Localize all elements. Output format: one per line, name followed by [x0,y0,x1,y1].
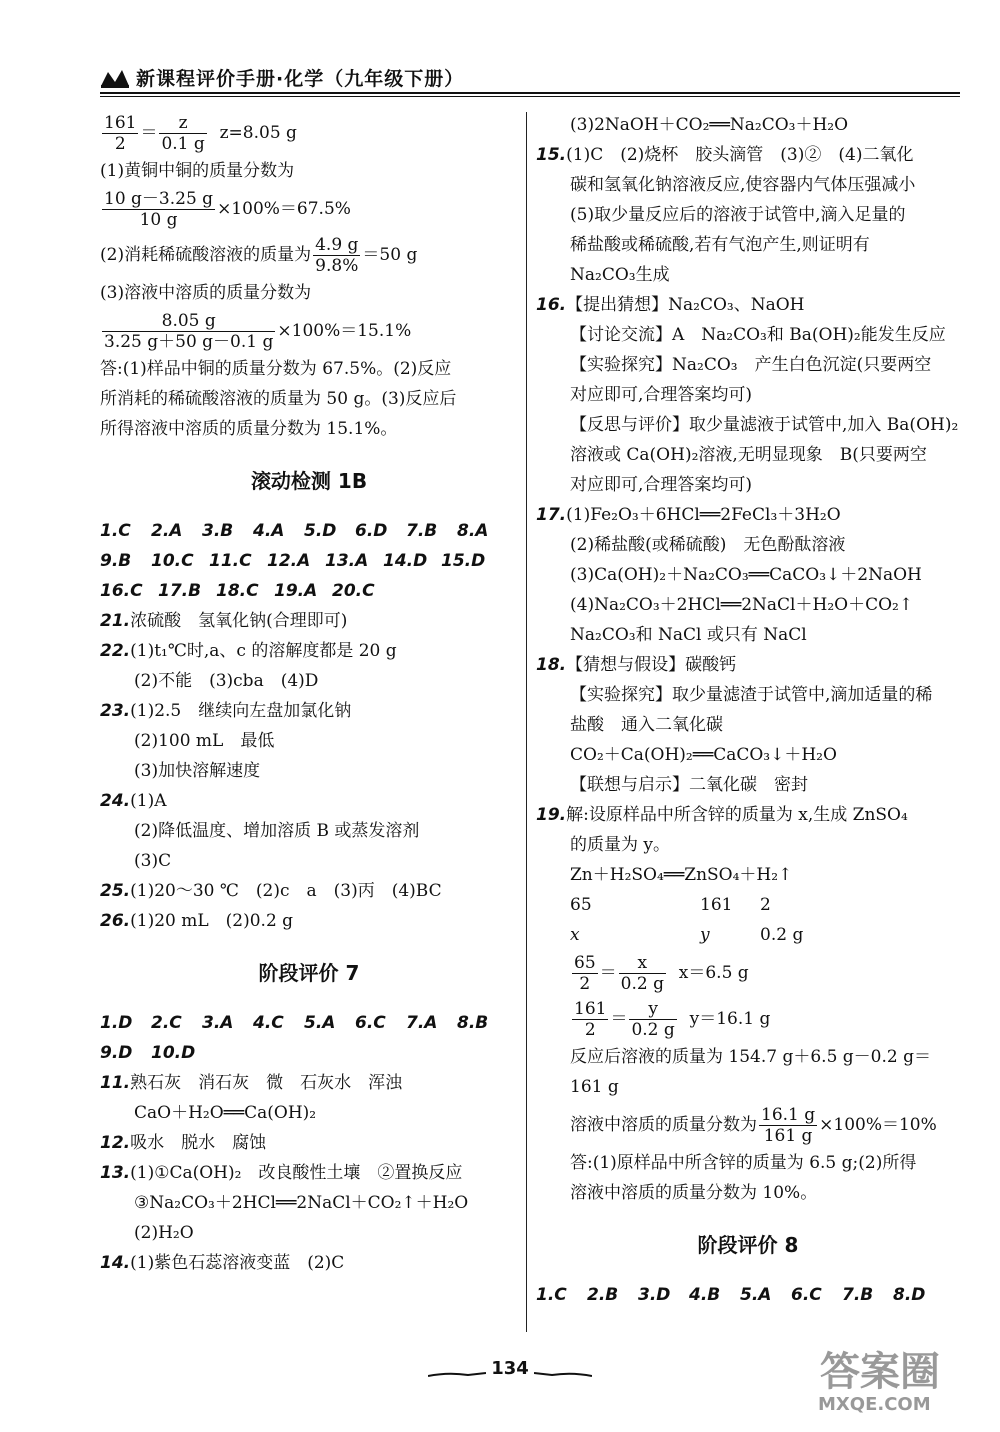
answer-item: 25.(1)20～30 ℃ (2)c a (3)丙 (4)BC [100,881,442,901]
answer-item: 22.(1)t₁℃时,a、c 的溶解度都是 20 g [100,641,397,661]
answer-item-cont: 161 g [570,1077,619,1097]
answer-item-cont: (2)降低温度、增加溶质 B 或蒸发溶剂 [134,821,420,841]
answer-item-cont: 盐酸 通入二氧化碳 [570,715,723,735]
answer-item: 18.【猜想与假设】碳酸钙 [536,655,737,675]
answer-item-cont: CO₂＋Ca(OH)₂══CaCO₃↓＋H₂O [570,745,837,765]
answer-item-cont: (2)H₂O [134,1223,194,1243]
answer-item: 17.(1)Fe₂O₃＋6HCl══2FeCl₃＋3H₂O [536,505,841,525]
answer-line: 所消耗的稀硫酸溶液的质量为 50 g。(3)反应后 [100,389,457,409]
answer-line: 溶液中溶质的质量分数为 10%。 [570,1183,818,1203]
answer-item: 24.(1)A [100,791,167,811]
answer-item-cont: (2)100 mL 最低 [134,731,275,751]
answer-item-cont: 碳和氢氧化钠溶液反应,使容器内气体压强减小 [570,175,916,195]
answer-item: 23.(1)2.5 继续向左盘加氯化钠 [100,701,352,721]
answer-item: 21.浓硫酸 氢氧化钠(合理即可) [100,611,348,631]
answer-item-cont: Na₂CO₃和 NaCl 或只有 NaCl [570,625,807,645]
mc-answer-row: 16.C 17.B 18.C 19.A 20.C [100,581,375,601]
answer-line: 答:(1)原样品中所含锌的质量为 6.5 g;(2)所得 [570,1153,917,1173]
page-header [100,60,960,94]
answer-item: 19.解:设原样品中所含锌的质量为 x,生成 ZnSO₄ [536,805,908,825]
answer-item-cont: 稀盐酸或稀硫酸,若有气泡产生,则证明有 [570,235,870,255]
right-column [536,110,960,1310]
answer-item-cont: 反应后溶液的质量为 154.7 g＋6.5 g－0.2 g＝ [570,1047,932,1067]
equation-line: Zn＋H₂SO₄══ZnSO₄＋H₂↑ [570,865,793,885]
fraction-line: $\frac{8.05 g}{3.25 g+50 g-0.1 g}$ ×100%＝15.1% [104,311,412,352]
header-title: 新课程评价手册·化学（九年级下册） [136,68,465,90]
watermark-url: MXQE.COM [818,1394,931,1415]
page-number: 134 [491,1358,529,1379]
text-line: (3)溶液中溶质的质量分数为 [100,283,312,303]
answer-item-cont: ③Na₂CO₃＋2HCl══2NaCl＋CO₂↑＋H₂O [134,1193,469,1213]
answer-item: 13.(1)①Ca(OH)₂ 改良酸性土壤 ②置换反应 [100,1163,463,1183]
answer-item-cont: Na₂CO₃生成 [570,265,670,285]
fraction-line: $\frac{10 g-3.25 g}{10 g}$ ×100%＝67.5% [104,189,351,230]
text-line: (1)黄铜中铜的质量分数为 [100,161,295,181]
answer-item-cont: 对应即可,合理答案均可) [570,475,753,495]
answer-item-cont: (3)加快溶解速度 [134,761,261,781]
answer-item-cont: 【讨论交流】A Na₂CO₃和 Ba(OH)₂能发生反应 [570,325,946,345]
answer-line: 答:(1)样品中铜的质量分数为 67.5%。(2)反应 [100,359,452,379]
ornament-left-icon [428,1370,486,1378]
answer-line: 所得溶液中溶质的质量分数为 15.1%。 [100,419,398,439]
mc-answer-row: 9.B 10.C 11.C 12.A 13.A 14.D 15.D [100,551,486,571]
header-rule [100,92,960,94]
mc-answer-row: 1.C 2.B 3.D 4.B 5.A 6.C 7.B 8.D [536,1285,926,1305]
answer-item: 16.【提出猜想】Na₂CO₃、NaOH [536,295,805,315]
answer-item-cont: 对应即可,合理答案均可) [570,385,753,405]
mc-answer-row: 1.C 2.A 3.B 4.A 5.D 6.D 7.B 8.A [100,521,489,541]
ornament-right-icon [534,1370,592,1378]
fraction-line: $\frac{161}{2}$ ＝ $\frac{y}{0.2 g}$ y＝16.1 g [574,999,771,1040]
header-rule-thin [100,96,960,97]
answer-item-cont: (2)不能 (3)cba (4)D [134,671,319,691]
answer-item: 11.熟石灰 消石灰 微 石灰水 浑浊 [100,1073,403,1093]
section-heading: 阶段评价 7 [258,961,360,985]
answer-item-cont: (4)Na₂CO₃＋2HCl══2NaCl＋H₂O＋CO₂↑ [570,595,914,615]
fraction-line: 溶液中溶质的质量分数为 $\frac{16.1 g}{161 g}$ ×100%＝10% [570,1105,937,1146]
answer-item-cont: (3)C [134,851,172,871]
mc-answer-row: 9.D 10.D [100,1043,196,1063]
equation-ratio-row: 65 161 2 [570,895,771,915]
answer-item-cont: (3)2NaOH＋CO₂══Na₂CO₃＋H₂O [570,115,849,135]
left-column [100,110,518,1278]
answer-item: 12.吸水 脱水 腐蚀 [100,1133,267,1153]
column-divider [526,112,527,1332]
equation-ratio-row: x y 0.2 g [570,925,804,945]
answer-item-cont: 【反思与评价】取少量滤液于试管中,加入 Ba(OH)₂ [570,415,959,435]
answer-item-cont: (2)稀盐酸(或稀硫酸) 无色酚酞溶液 [570,535,846,555]
answer-item-cont: 溶液或 Ca(OH)₂溶液,无明显现象 B(只要两空 [570,445,927,465]
page-footer [420,1358,600,1388]
book-logo-icon [100,68,130,88]
section-heading: 滚动检测 1B [250,469,368,493]
answer-item-cont: 【联想与启示】二氧化碳 密封 [570,775,808,795]
fraction-line: $\frac{65}{2}$ ＝ $\frac{x}{0.2 g}$ x＝6.5 g [574,953,749,994]
watermark-logo-text: 答案圈 [820,1349,940,1395]
answer-item-cont: 的质量为 y。 [570,835,671,855]
answer-item: 26.(1)20 mL (2)0.2 g [100,911,294,931]
section-heading: 阶段评价 8 [697,1233,799,1257]
answer-item-cont: 【实验探究】取少量滤渣于试管中,滴加适量的稀 [570,685,933,705]
answer-item: 14.(1)紫色石蕊溶液变蓝 (2)C [100,1253,345,1273]
watermark [800,1340,990,1424]
answer-item-cont: 【实验探究】Na₂CO₃ 产生白色沉淀(只要两空 [570,355,932,375]
fraction-line: $\frac{161}{2}$ ＝ $\frac{z}{0.1 g}$ z=8.05 g [104,113,297,154]
answer-item-cont: CaO＋H₂O══Ca(OH)₂ [134,1103,317,1123]
answer-item-cont: (5)取少量反应后的溶液于试管中,滴入足量的 [570,205,906,225]
mc-answer-row: 1.D 2.C 3.A 4.C 5.A 6.C 7.A 8.B [100,1013,489,1033]
fraction-line: (2)消耗稀硫酸溶液的质量为 $\frac{4.9 g}{9.8\%}$ ＝50 g [100,235,418,276]
answer-item-cont: (3)Ca(OH)₂＋Na₂CO₃══CaCO₃↓＋2NaOH [570,565,922,585]
answer-item: 15.(1)C (2)烧杯 胶头滴管 (3)② (4)二氧化 [536,145,914,165]
